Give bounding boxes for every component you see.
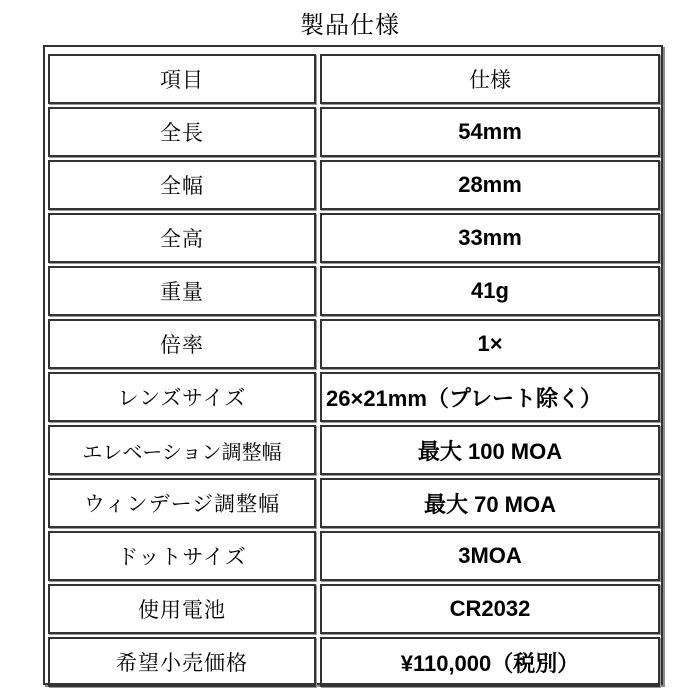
row-item-label: 希望小売価格 bbox=[48, 637, 316, 687]
row-value: 33mm bbox=[320, 213, 660, 263]
row-value: 28mm bbox=[320, 160, 660, 210]
row-item-label: ドットサイズ bbox=[48, 531, 316, 581]
table-header-row bbox=[48, 54, 660, 104]
row-value: 3MOA bbox=[320, 531, 660, 581]
table-row bbox=[48, 531, 660, 581]
row-value: 最大 100 MOA bbox=[320, 425, 660, 475]
table-row bbox=[48, 213, 660, 263]
row-value: 1× bbox=[320, 319, 660, 369]
table-row bbox=[48, 319, 660, 369]
row-value: 41g bbox=[320, 266, 660, 316]
table-row bbox=[48, 637, 660, 687]
row-item-label: 重量 bbox=[48, 266, 316, 316]
table-row bbox=[48, 478, 660, 528]
row-value: 最大 70 MOA bbox=[320, 478, 660, 528]
row-item-label: 全高 bbox=[48, 213, 316, 263]
row-item-label: ウィンデージ調整幅 bbox=[48, 478, 316, 528]
table-row bbox=[48, 372, 660, 422]
table-row bbox=[48, 160, 660, 210]
table-row bbox=[48, 107, 660, 157]
header-item-cell: 項目 bbox=[48, 54, 316, 104]
row-item-label: 倍率 bbox=[48, 319, 316, 369]
row-value: ¥110,000（税別） bbox=[320, 637, 660, 687]
row-item-label: エレベーション調整幅 bbox=[48, 425, 316, 475]
table-row bbox=[48, 584, 660, 634]
table-row bbox=[48, 266, 660, 316]
table-row bbox=[48, 425, 660, 475]
row-item-label: 全幅 bbox=[48, 160, 316, 210]
spec-table bbox=[48, 51, 660, 690]
row-item-label: 全長 bbox=[48, 107, 316, 157]
page-title: 製品仕様 bbox=[300, 11, 400, 39]
row-value: CR2032 bbox=[320, 584, 660, 634]
row-item-label: レンズサイズ bbox=[48, 372, 316, 422]
row-item-label: 使用電池 bbox=[48, 584, 316, 634]
header-spec-cell: 仕様 bbox=[320, 54, 660, 104]
row-value: 54mm bbox=[320, 107, 660, 157]
row-value: 26×21mm（プレート除く） bbox=[320, 372, 660, 422]
